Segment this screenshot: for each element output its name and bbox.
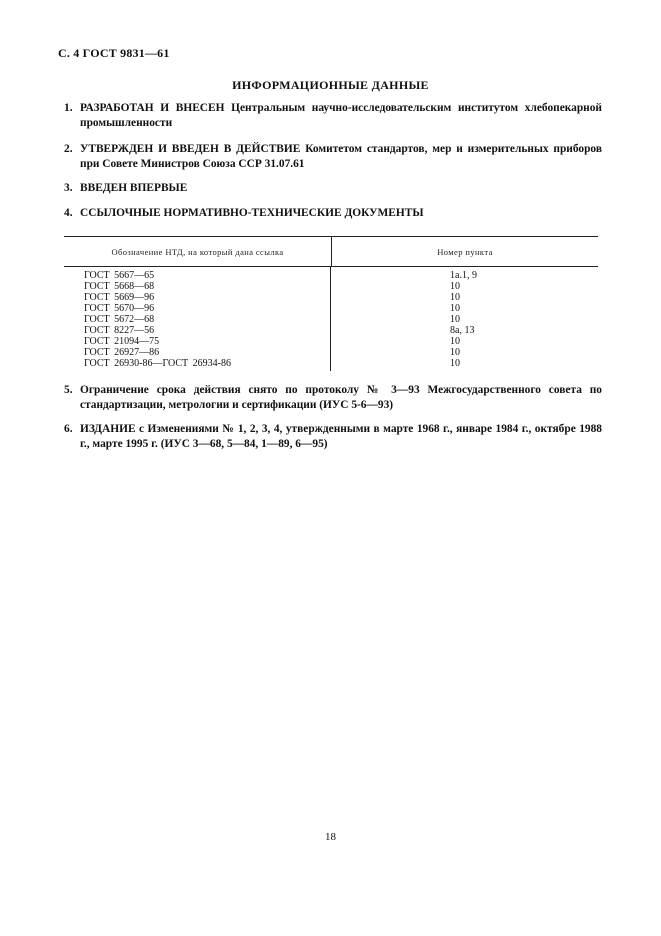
info-item-1 bbox=[64, 101, 602, 131]
item-number: 2. bbox=[64, 143, 73, 155]
info-item-4 bbox=[64, 206, 602, 221]
item-lead: ВВЕДЕН ВПЕРВЫЕ bbox=[80, 182, 188, 194]
page-number: 18 bbox=[325, 831, 336, 843]
table-cell-document: ГОСТ 21094—75 bbox=[84, 336, 160, 347]
info-item-5 bbox=[64, 383, 602, 413]
item-text: с Изменениями № 1, 2, 3, 4, утвержденными в марте 1968 г., январе 1984 г., октябре 1988 г., марте 1995 г. (ИУС 3—68, 5—84, 1—89, 6—95) bbox=[80, 423, 602, 450]
table-cell-document: ГОСТ 5669—96 bbox=[84, 292, 155, 303]
references-table bbox=[64, 236, 598, 371]
document-column bbox=[64, 267, 331, 371]
item-number: 1. bbox=[64, 102, 73, 114]
item-lead: ИЗДАНИЕ bbox=[80, 423, 136, 435]
info-item-6 bbox=[64, 422, 602, 452]
table-cell-document: ГОСТ 26930-86—ГОСТ 26934-86 bbox=[84, 358, 231, 369]
point-column bbox=[331, 267, 597, 371]
item-lead: УТВЕРЖДЕН И ВВЕДЕН В ДЕЙСТВИЕ bbox=[80, 143, 301, 155]
table-cell-point: 8а, 13 bbox=[450, 325, 475, 336]
item-text: Комитетом стандартов, мер и измерительных приборов при Совете Министров Союза ССР 31.07.61 bbox=[80, 143, 602, 170]
item-lead: РАЗРАБОТАН И ВНЕСЕН bbox=[80, 102, 225, 114]
table-cell-point: 10 bbox=[450, 336, 460, 347]
section-title: ИНФОРМАЦИОННЫЕ ДАННЫЕ bbox=[232, 78, 429, 92]
table-cell-document: ГОСТ 5672—68 bbox=[84, 314, 155, 325]
table-cell-point: 10 bbox=[450, 292, 460, 303]
item-text: Центральным научно-исследовательским институтом хлебопекарной промышленности bbox=[80, 102, 602, 129]
item-number: 3. bbox=[64, 182, 73, 194]
page-header: С. 4 ГОСТ 9831—61 bbox=[58, 46, 170, 60]
table-header-row bbox=[64, 237, 598, 267]
table-cell-point: 10 bbox=[450, 347, 460, 358]
column-header-point: Номер пункта bbox=[437, 246, 493, 257]
item-number: 4. bbox=[64, 207, 73, 219]
table-cell-point: 10 bbox=[450, 314, 460, 325]
column-header-document: Обозначение НТД, на который дана ссылка bbox=[64, 237, 332, 266]
table-cell-point: 10 bbox=[450, 358, 460, 369]
table-body bbox=[64, 267, 598, 371]
table-cell-document: ГОСТ 5670—96 bbox=[84, 303, 155, 314]
item-number: 6. bbox=[64, 423, 73, 435]
item-text: Ограничение срока действия снято по протоколу № 3—93 Межгосударственного совета по стандартизации, метрологии и сертификации (ИУС 5-6—93) bbox=[80, 384, 602, 411]
table-cell-point: 10 bbox=[450, 303, 460, 314]
table-cell-point: 10 bbox=[450, 281, 460, 292]
table-cell-point: 1а.1, 9 bbox=[450, 270, 477, 281]
table-cell-document: ГОСТ 26927—86 bbox=[84, 347, 160, 358]
info-item-2 bbox=[64, 142, 602, 172]
item-lead: ССЫЛОЧНЫЕ НОРМАТИВНО-ТЕХНИЧЕСКИЕ ДОКУМЕНТЫ bbox=[80, 207, 424, 219]
item-number: 5. bbox=[64, 384, 73, 396]
info-item-3 bbox=[64, 181, 602, 196]
table-cell-document: ГОСТ 8227—56 bbox=[84, 325, 155, 336]
table-cell-document: ГОСТ 5668—68 bbox=[84, 281, 155, 292]
table-cell-document: ГОСТ 5667—65 bbox=[84, 270, 155, 281]
